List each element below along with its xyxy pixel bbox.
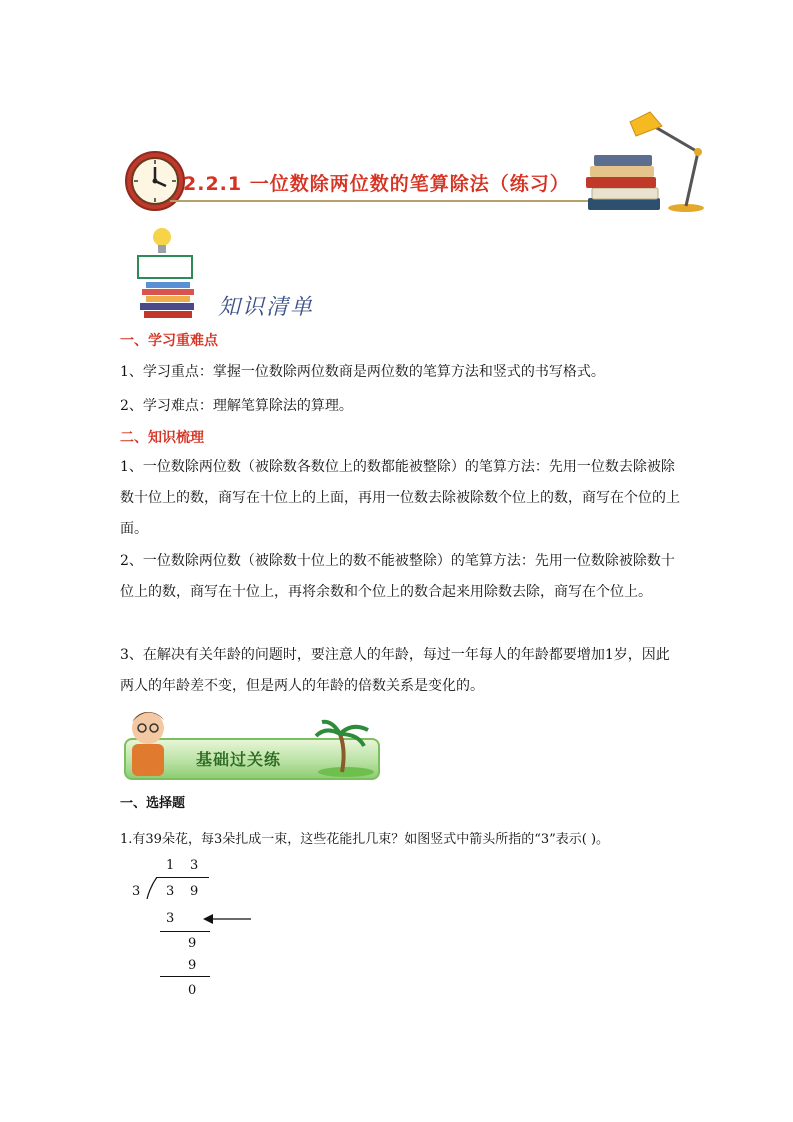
question-1: 1.有39朵花，每3朵扎成一束，这些花能扎几束？如图竖式中箭头所指的“3”表示( )。 [120, 832, 610, 847]
key-point-item: 1、学习重点：掌握一位数除两位数商是两位数的笔算方法和竖式的书写格式。 [120, 364, 605, 380]
knowledge-item-1: 1、一位数除两位数（被除数各数位上的数都能被整除）的笔算方法：先用一位数去除被除数十位上的数，商写在十位上的上面，再用一位数去除被除数个位上的数，商写在个位的上面。 [120, 459, 680, 537]
knowledge-item-2: 2、一位数除两位数（被除数十位上的数不能被整除）的笔算方法：先用一位数除被除数十位上的数，商写在十位上，再将余数和个位上的数合起来用除数去除，商写在个位上。 [120, 553, 675, 600]
difficulty-item: 2、学习难点：理解笔算除法的算理。 [120, 398, 353, 414]
division-line-2 [160, 976, 210, 977]
books-icon [130, 252, 216, 324]
section-heading-knowledge: 二、知识梳理 [120, 430, 204, 446]
dividend-tens: 3 [166, 884, 175, 899]
step-3-value: 9 [188, 958, 197, 973]
palm-tree-icon [312, 716, 376, 778]
division-bar [157, 877, 209, 878]
desk-lamp-icon [622, 102, 708, 214]
basic-practice-label: 基础过关练 [196, 750, 282, 769]
step-2-value: 9 [188, 936, 197, 951]
choice-heading: 一、选择题 [120, 796, 186, 811]
division-bracket [146, 877, 160, 899]
clock-icon [124, 150, 186, 212]
dividend-ones: 9 [190, 884, 199, 899]
divisor: 3 [132, 884, 141, 899]
step-1-value: 3 [166, 911, 175, 926]
knowledge-list-label: 知识清单 [218, 295, 315, 320]
teacher-icon [122, 700, 174, 776]
quotient-tens: 1 [166, 858, 175, 873]
quotient-ones: 3 [190, 858, 199, 873]
knowledge-item-3: 3、在解决有关年龄的问题时，要注意人的年龄，每过一年每人的年龄都要增加1岁，因此两人的年龄差不变，但是两人的年龄的倍数关系是变化的。 [120, 647, 670, 694]
page-title: 2.2.1 一位数除两位数的笔算除法（练习） [183, 173, 570, 195]
title-underline [170, 200, 590, 202]
remainder: 0 [188, 983, 197, 998]
division-line-1 [160, 931, 210, 932]
arrow-left-icon [203, 912, 251, 926]
section-heading-key-points: 一、学习重难点 [120, 333, 218, 349]
